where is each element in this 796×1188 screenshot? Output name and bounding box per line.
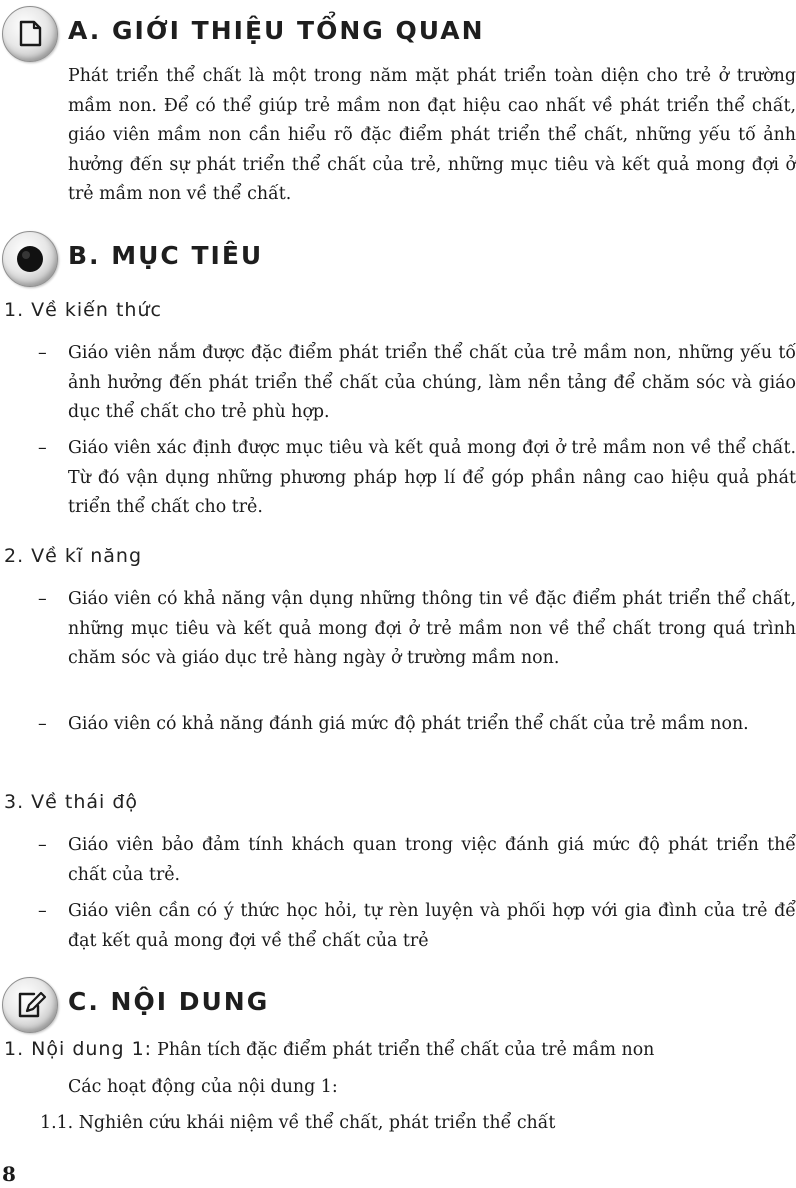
- intro-paragraph: Phát triển thể chất là một trong năm mặt phát triển toàn diện cho trẻ ở trường mầm non. Để có thể giúp trẻ mầm non đạt hiệu cao nhất về phát triển thể chất, giáo viên mầm non cần hiểu rõ đặc điểm phát triển thể chất, những yếu tố ảnh hưởng đến sự phát triển thể chất của trẻ, những mục tiêu và kết quả mong đợi ở trẻ mầm non về thể chất.: [68, 66, 796, 204]
- subsection-heading-attitude: 3. Về thái độ: [4, 791, 139, 813]
- section-b-header: [0, 231, 796, 291]
- bullet-dash: –: [38, 343, 47, 363]
- activities-intro: Các hoạt động của nội dung 1:: [68, 1077, 338, 1097]
- section-a-title: A. GIỚI THIỆU TỔNG QUAN: [68, 16, 485, 45]
- subsection-heading-skills: 2. Về kĩ năng: [4, 545, 143, 567]
- bullet-dash: –: [38, 901, 47, 921]
- subsection-heading-knowledge: 1. Về kiến thức: [4, 299, 162, 321]
- content-1-text: Phân tích đặc điểm phát triển thể chất của trẻ mầm non: [157, 1040, 655, 1060]
- target-dot-icon: [2, 231, 58, 287]
- section-a-header: [0, 6, 796, 66]
- bullet-text: Giáo viên có khả năng đánh giá mức độ phát triển thể chất của trẻ mầm non.: [68, 714, 749, 734]
- document-icon: [2, 6, 58, 62]
- page-number: 8: [2, 1162, 16, 1186]
- section-c-header: [0, 977, 796, 1037]
- bullet-text: Giáo viên nắm được đặc điểm phát triển thể chất của trẻ mầm non, những yếu tố ảnh hưởng đến phát triển thể chất của chúng, làm nền tảng để chăm sóc và giáo dục thể chất cho trẻ phù hợp.: [68, 343, 796, 422]
- bullet-dash: –: [38, 438, 47, 458]
- bullet-dash: –: [38, 835, 47, 855]
- bullet-text: Giáo viên có khả năng vận dụng những thông tin về đặc điểm phát triển thể chất, những mục tiêu và kết quả mong đợi ở trẻ mầm non về thể chất trong quá trình chăm sóc và giáo dục trẻ hàng ngày ở trường mầm non.: [68, 589, 796, 668]
- bullet-text: Giáo viên bảo đảm tính khách quan trong việc đánh giá mức độ phát triển thể chất của trẻ.: [68, 835, 796, 885]
- activity-1-1: 1.1. Nghiên cứu khái niệm về thể chất, phát triển thể chất: [40, 1113, 556, 1133]
- bullet-dash: –: [38, 714, 47, 734]
- content-1-heading: [4, 1038, 654, 1060]
- content-1-label: 1. Nội dung 1:: [4, 1038, 153, 1060]
- bullet-dash: –: [38, 589, 47, 609]
- bullet-text: Giáo viên cần có ý thức học hỏi, tự rèn luyện và phối hợp với gia đình của trẻ để đạt kết quả mong đợi về thể chất của trẻ: [68, 901, 796, 951]
- pencil-note-icon: [2, 977, 58, 1033]
- bullet-text: Giáo viên xác định được mục tiêu và kết quả mong đợi ở trẻ mầm non về thể chất. Từ đó vận dụng những phương pháp hợp lí để góp phần nâng cao hiệu quả phát triển thể chất cho trẻ.: [68, 438, 796, 517]
- section-b-title: B. MỤC TIÊU: [68, 241, 264, 270]
- section-c-title: C. NỘI DUNG: [68, 987, 270, 1016]
